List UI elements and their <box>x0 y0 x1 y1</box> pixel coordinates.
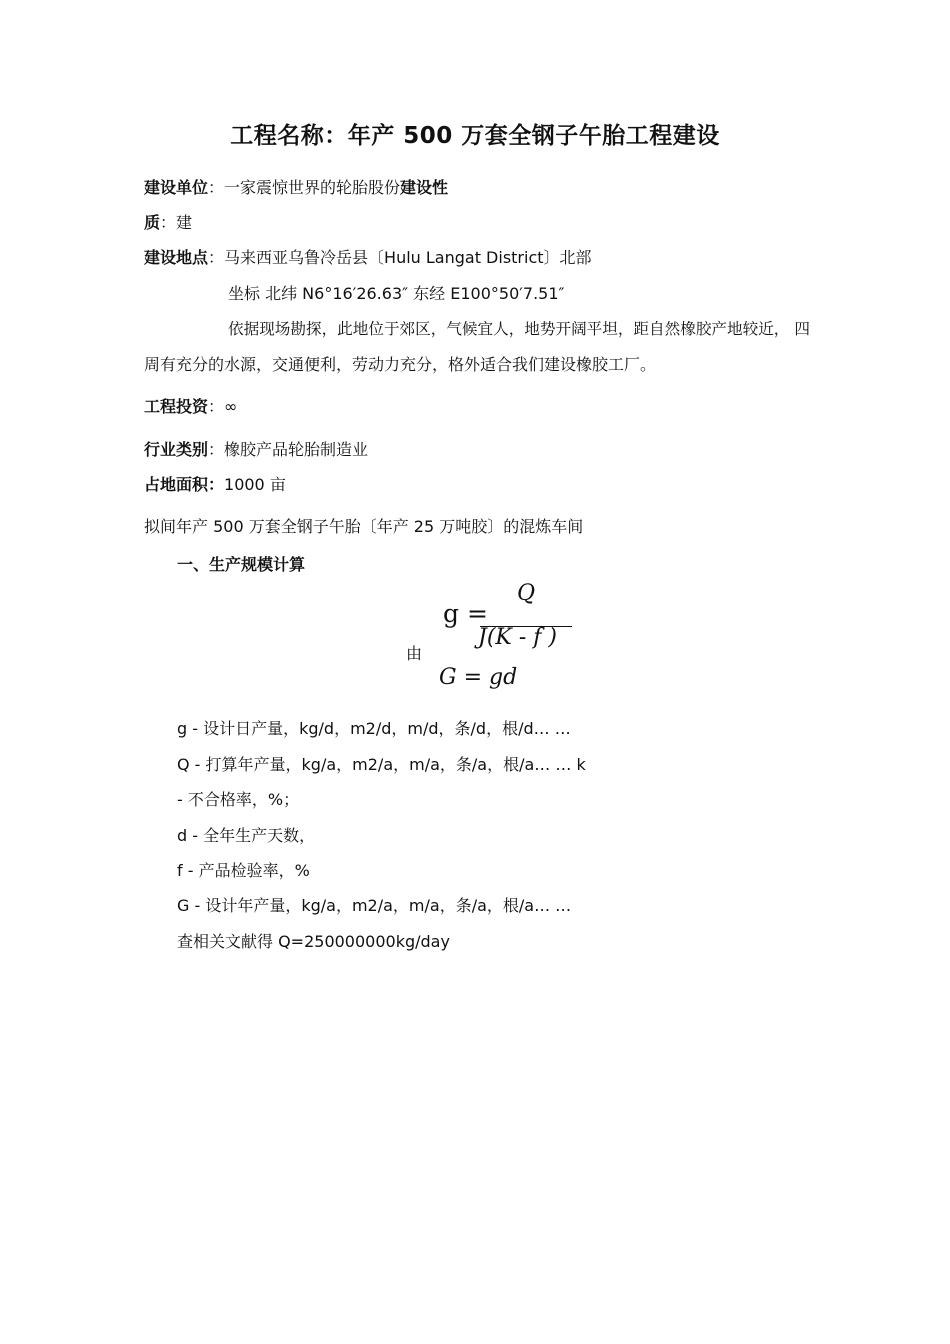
formula-numerator: Q <box>517 581 536 606</box>
industry-value: 橡胶产品轮胎制造业 <box>224 440 369 459</box>
construction-nature-label-a: 建设性 <box>400 178 449 197</box>
investment-line <box>144 396 237 418</box>
definition-k: - 不合格率，%； <box>177 790 300 809</box>
location-description-line2: 周有充分的水源，交通便利，劳动力充分，格外适合我们建设橡胶工厂。 <box>144 355 657 374</box>
definition-q: Q - 打算年产量，kg/a，m2/a，m/a，条/a，根/a… … k <box>177 755 586 774</box>
construction-nature-label-b: 质 <box>144 213 161 232</box>
location-value: 马来西亚乌鲁冷岳县〔Hulu Langat District〕北部 <box>224 248 592 267</box>
industry-line <box>144 439 368 461</box>
reference-q-value: 查相关文献得 Q=250000000kg/day <box>177 932 450 951</box>
location-line <box>144 247 592 269</box>
investment-label: 工程投资 <box>144 397 209 416</box>
construction-nature-line <box>144 212 192 234</box>
formula-second: G = gd <box>439 665 518 690</box>
area-value: 1000 亩 <box>224 475 286 494</box>
construction-unit-label: 建设单位 <box>144 178 209 197</box>
industry-label: 行业类别 <box>144 440 209 459</box>
formula-denominator: J(K - f ) <box>478 625 557 650</box>
construction-unit-value: 一家震惊世界的轮胎股份 <box>224 178 401 197</box>
area-line <box>144 474 286 496</box>
definition-g: g - 设计日产量，kg/d，m2/d，m/d，条/d，根/d… … <box>177 719 571 738</box>
formula-lhs: g = <box>443 599 488 628</box>
formula-prefix: 由 <box>406 644 423 663</box>
section-heading-production-scale: 一、生产规模计算 <box>177 555 306 574</box>
location-description-line1: 依据现场勘探，此地位于郊区，气候宜人，地势开阔平坦，距自然橡胶产地较近， 四 <box>228 320 810 338</box>
construction-nature-value: 建 <box>176 213 193 232</box>
definition-G: G - 设计年产量，kg/a，m2/a，m/a，条/a，根/a… … <box>177 896 572 915</box>
location-label: 建设地点 <box>144 248 209 267</box>
construction-unit-line <box>144 177 448 199</box>
investment-sep: ： <box>208 397 225 416</box>
industry-sep: ： <box>208 440 225 459</box>
location-coordinates: 坐标 北纬 N6°16′26.63″ 东经 E100°50′7.51″ <box>228 284 565 303</box>
construction-nature-sep: ： <box>160 213 177 232</box>
location-sep: ： <box>208 248 225 267</box>
definition-d: d - 全年生产天数， <box>177 826 316 845</box>
construction-unit-sep: ： <box>208 178 225 197</box>
workshop-intro: 拟间年产 500 万套全钢子午胎〔年产 25 万吨胶〕的混炼车间 <box>144 517 584 536</box>
investment-value: ∞ <box>224 397 238 416</box>
document-title: 工程名称：年产 500 万套全钢子午胎工程建设 <box>230 123 720 149</box>
definition-f: f - 产品检验率，% <box>177 861 310 880</box>
area-label: 占地面积： <box>144 475 225 494</box>
